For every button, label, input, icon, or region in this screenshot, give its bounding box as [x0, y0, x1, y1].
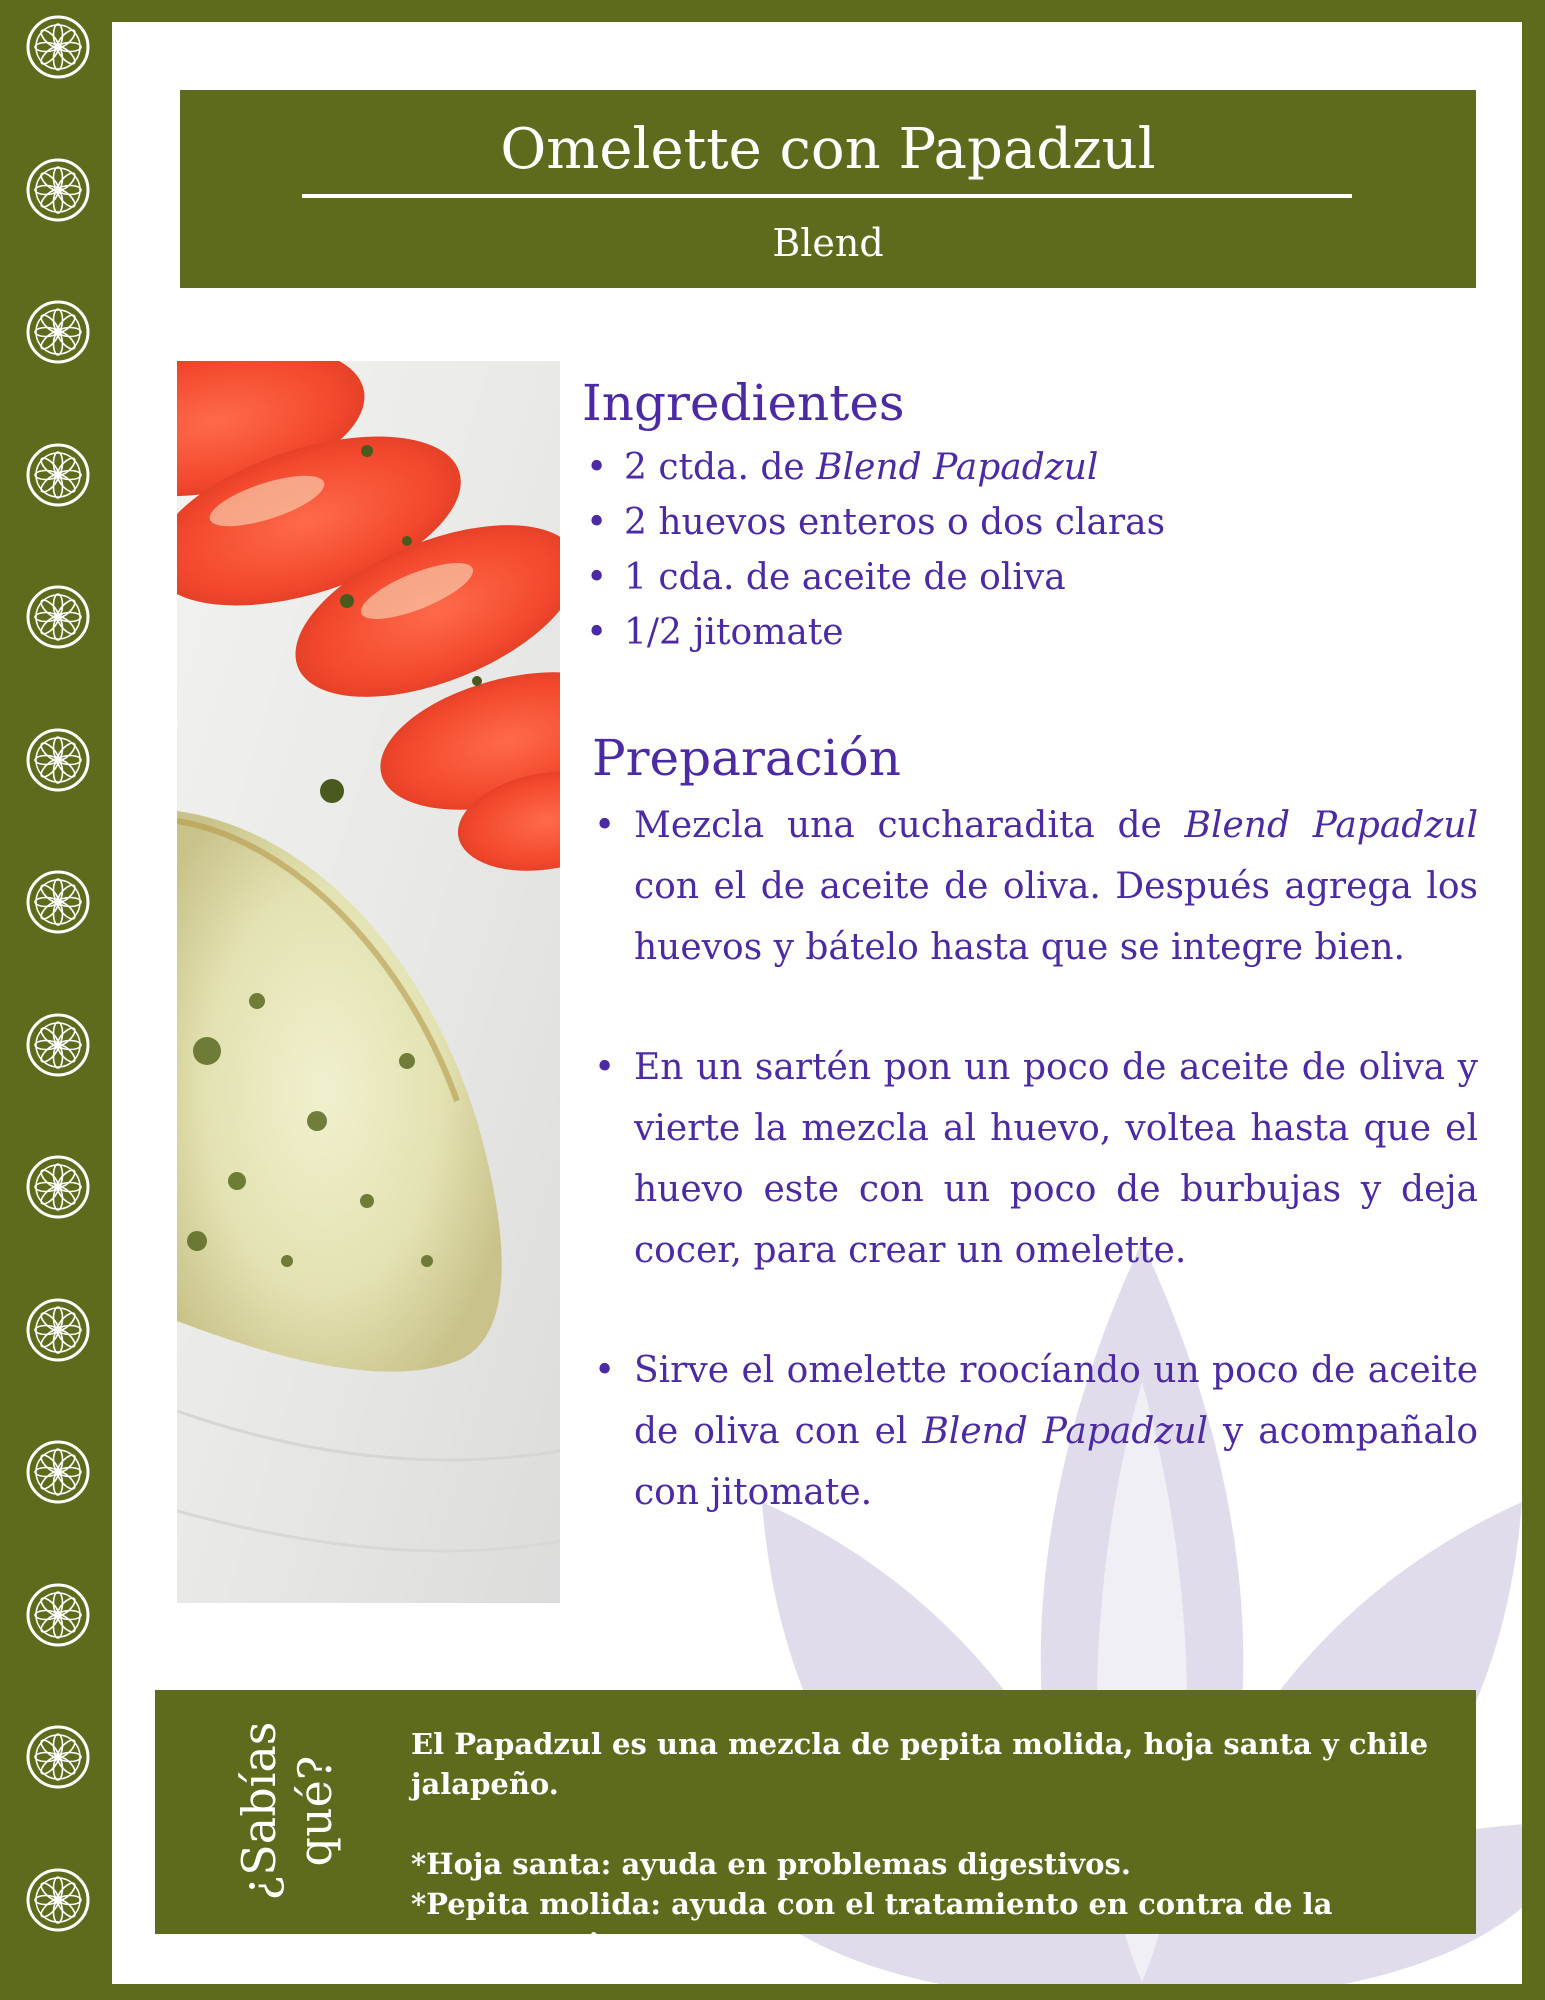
- flower-emblem-icon: [25, 727, 91, 793]
- title-divider: [302, 194, 1352, 198]
- ingredient-item: • 2 huevos enteros o dos claras: [582, 495, 1432, 550]
- decorative-sidebar: [0, 0, 112, 2000]
- flower-emblem-icon: [25, 1582, 91, 1648]
- flower-emblem-icon: [25, 1439, 91, 1505]
- flower-emblem-icon: [25, 299, 91, 365]
- recipe-title: Omelette con Papadzul: [500, 117, 1156, 182]
- ingredient-item: • 1 cda. de aceite de oliva: [582, 550, 1432, 605]
- preparation-step: • Mezcla una cucharadita de Blend Papadzul con el de aceite de oliva. Después agrega los huevos y bátelo hasta que se integre bien.: [590, 795, 1478, 978]
- flower-emblem-icon: [25, 1724, 91, 1790]
- flower-emblem-icon: [25, 869, 91, 935]
- tip-description: El Papadzul es una mezcla de pepita molida, hoja santa y chile jalapeño.: [411, 1727, 1429, 1801]
- flower-emblem-icon: [25, 1154, 91, 1220]
- preparation-step: • En un sartén pon un poco de aceite de oliva y vierte la mezcla al huevo, voltea hasta que el huevo este con un poco de burbujas y deja cocer, para crear un omelette.: [590, 1037, 1478, 1281]
- did-you-know-box: [155, 1690, 1476, 1961]
- ingredients-heading: Ingredientes: [582, 374, 905, 432]
- recipe-card: [112, 22, 1522, 1984]
- flower-emblem-icon: [25, 584, 91, 650]
- ingredients-list: [582, 440, 1432, 660]
- preparation-heading: Preparación: [592, 729, 901, 787]
- flower-emblem-icon: [25, 1867, 91, 1933]
- flower-emblem-icon: [25, 157, 91, 223]
- ingredient-item: • 1/2 jitomate: [582, 605, 1432, 660]
- preparation-steps: [590, 795, 1478, 1582]
- title-banner: [180, 90, 1476, 288]
- tip-fact: *Hoja santa: ayuda en problemas digestivos.: [411, 1847, 1131, 1881]
- preparation-step: • Sirve el omelette roocíando un poco de aceite de oliva con el Blend Papadzul y acompañalo con jitomate.: [590, 1340, 1478, 1523]
- tip-fact: *Pepita molida: ayuda con el tratamiento en contra de la osteoporosis.: [411, 1887, 1333, 1961]
- did-you-know-label: ¿Sabías qué?: [232, 1721, 342, 1901]
- ingredient-item: • 2 ctda. de Blend Papadzul: [582, 440, 1432, 495]
- flower-emblem-icon: [25, 14, 91, 80]
- flower-emblem-icon: [25, 1297, 91, 1363]
- recipe-subtitle: Blend: [772, 221, 884, 265]
- flower-emblem-icon: [25, 1012, 91, 1078]
- flower-emblem-icon: [25, 442, 91, 508]
- did-you-know-text: [411, 1724, 1461, 1964]
- did-you-know-label-wrap: [197, 1706, 377, 1916]
- omelette-photo: [177, 361, 560, 1603]
